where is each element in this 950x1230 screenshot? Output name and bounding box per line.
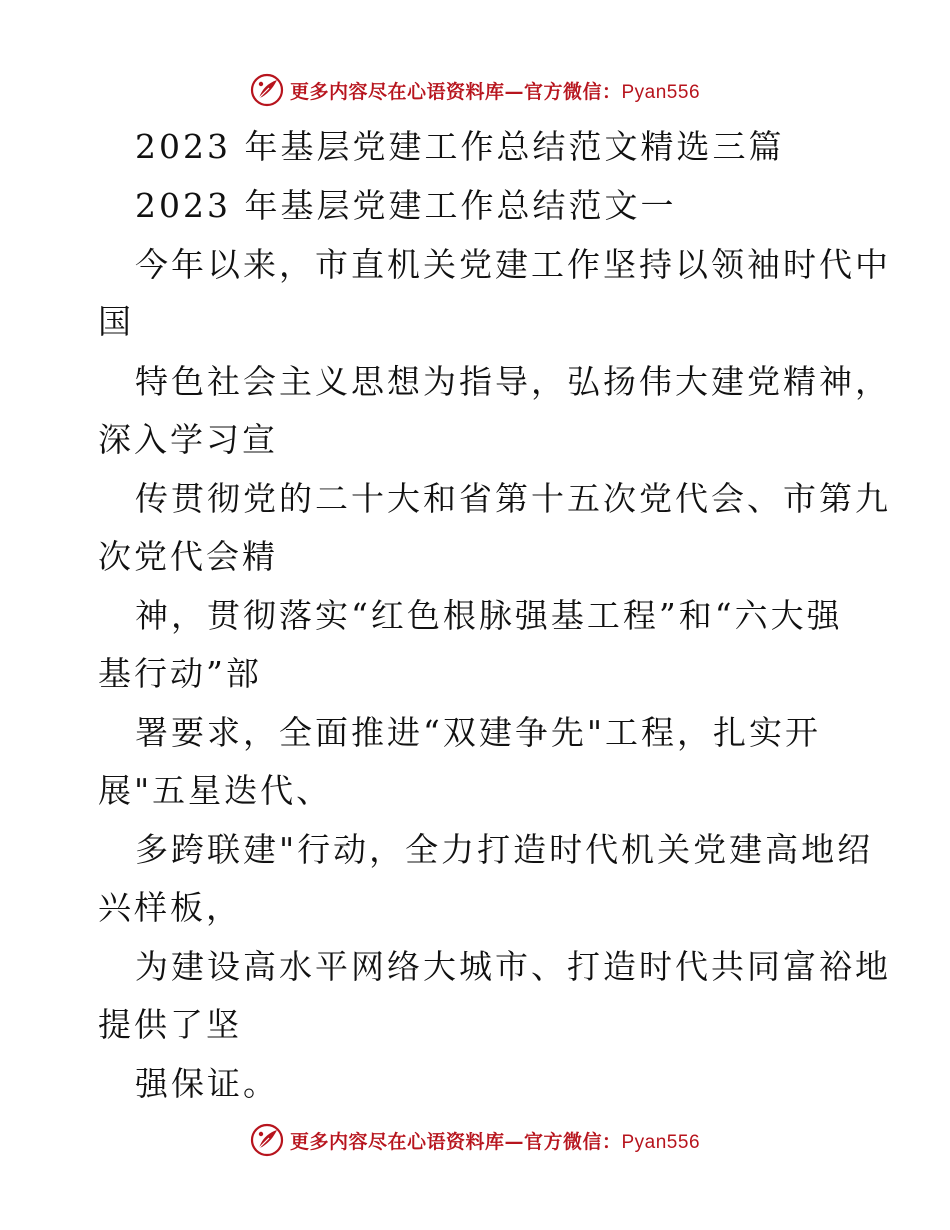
header-watermark xyxy=(0,70,950,110)
paragraph-line: 深入学习宣 xyxy=(98,420,278,459)
paragraph-line: 多跨联建"行动，全力打造时代机关党建高地绍 xyxy=(135,830,874,869)
document-subtitle: 2023 年基层党建工作总结范文一 xyxy=(135,186,677,225)
paragraph-line: 次党代会精 xyxy=(98,537,278,576)
watermark-text: 更多内容尽在心语资料库—官方微信：Pyan556 xyxy=(289,1130,701,1153)
paragraph-line: 强保证。 xyxy=(135,1064,279,1103)
paragraph-line: 神，贯彻落实“红色根脉强基工程”和“六大强 xyxy=(135,596,843,635)
paragraph-line: 署要求，全面推进“双建争先"工程，扎实开 xyxy=(135,713,822,752)
paragraph-line: 展"五星迭代、 xyxy=(98,771,333,810)
paragraph-line: 提供了坚 xyxy=(98,1005,242,1044)
paragraph-line: 基行动”部 xyxy=(98,654,262,693)
red-feather-seal-icon xyxy=(250,73,284,107)
paragraph-line: 特色社会主义思想为指导，弘扬伟大建党精神， xyxy=(135,362,891,401)
paragraph-line: 兴样板， xyxy=(98,888,242,927)
red-feather-seal-icon xyxy=(250,1123,284,1157)
paragraph-line: 国 xyxy=(98,302,134,341)
paragraph-line: 传贯彻党的二十大和省第十五次党代会、市第九 xyxy=(135,479,891,518)
document-title: 2023 年基层党建工作总结范文精选三篇 xyxy=(135,127,785,166)
paragraph-line: 为建设高水平网络大城市、打造时代共同富裕地 xyxy=(135,947,891,986)
footer-watermark xyxy=(0,1120,950,1160)
paragraph-line: 今年以来，市直机关党建工作坚持以领袖时代中 xyxy=(135,245,891,284)
watermark-text: 更多内容尽在心语资料库—官方微信：Pyan556 xyxy=(289,80,701,103)
